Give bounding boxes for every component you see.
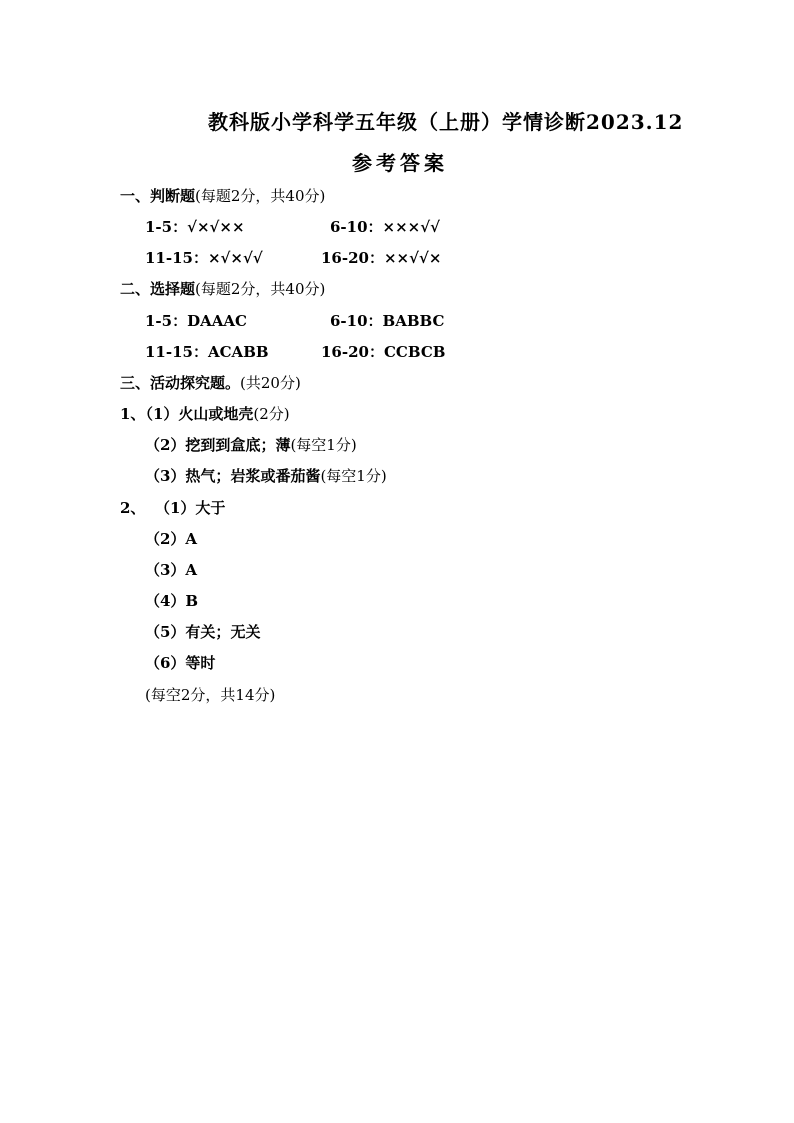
q1-item-1-note: (2分) [253, 405, 290, 423]
q2-item-3-line [145, 560, 197, 580]
q2-item-2-label: （2）A [145, 530, 198, 548]
q1-item-2-note: (每空1分) [290, 436, 357, 454]
section1-row2-left-label: 11-15： [145, 249, 208, 267]
section2-heading: 二、选择题 [120, 280, 196, 298]
section2-row1-right-label: 6-10： [330, 312, 383, 330]
q1-item-1-label: （1）火山或地壳 [145, 405, 254, 423]
section2-score: (每题2分，共40分) [195, 280, 326, 298]
q2-prefix: 2、 [120, 499, 146, 517]
section1-row2-right-label: 16-20： [321, 249, 384, 267]
section1-row2-left-answer: ×√×√√ [207, 249, 263, 267]
section2-row2-right-answer: CCBCB [383, 343, 446, 361]
section2-row1-left-answer: DAAAC [187, 312, 247, 330]
section2-row-1 [145, 311, 247, 331]
q2-item-2-line [145, 529, 197, 549]
q1-item-2-line [145, 435, 357, 455]
section2-row-2 [145, 342, 269, 362]
document-title: 教科版小学科学五年级（上册）学情诊断2023.12 [208, 110, 684, 134]
section2-heading-line [120, 279, 325, 299]
q2-note: (每空2分，共14分) [145, 686, 276, 704]
section1-row-1-right [330, 217, 440, 237]
q2-item-4-line [145, 591, 198, 611]
section2-row1-right-answer: BABBC [382, 312, 445, 330]
q1-item-2-label: （2）挖到到盒底；薄 [145, 436, 291, 454]
q2-item-5-line [145, 622, 260, 642]
section3-heading-line [120, 373, 301, 393]
section1-row1-right-label: 6-10： [330, 218, 383, 236]
q1-item-3-line [145, 466, 387, 486]
section1-row-2-right [321, 248, 441, 268]
section3-score: (共20分) [240, 374, 301, 392]
q2-note-line [145, 685, 275, 705]
section1-score: (每题2分，共40分) [195, 187, 326, 205]
q2-item-3-label: （3）A [145, 561, 198, 579]
q1-item-3-note: (每空1分) [320, 467, 387, 485]
section2-row2-left-label: 11-15： [145, 343, 208, 361]
section2-row1-left-label: 1-5： [145, 312, 188, 330]
q1-item-1-line [120, 404, 290, 424]
section1-row-2 [145, 248, 263, 268]
section2-row2-left-answer: ACABB [207, 343, 269, 361]
section2-row-1-right [330, 311, 444, 331]
q1-item-3-label: （3）热气；岩浆或番茄酱 [145, 467, 321, 485]
q1-prefix: 1、 [120, 405, 146, 423]
q2-item-6-line [145, 653, 215, 673]
section2-row2-right-label: 16-20： [321, 343, 384, 361]
q2-item-6-label: （6）等时 [145, 654, 216, 672]
q2-item-5-label: （5）有关；无关 [145, 623, 261, 641]
q2-item-4-label: （4）B [145, 592, 199, 610]
section3-heading: 三、活动探究题。 [120, 374, 241, 392]
section2-row-2-right [321, 342, 445, 362]
document-subtitle: 参考答案 [352, 151, 448, 175]
q2-item-1-label: （1）大于 [155, 499, 226, 517]
section1-row2-right-answer: ××√√× [383, 249, 442, 267]
section1-row1-right-answer: ×××√√ [382, 218, 440, 236]
section1-row1-left-answer: √×√×× [187, 218, 245, 236]
section1-row1-left-label: 1-5： [145, 218, 188, 236]
section1-heading: 一、判断题 [120, 187, 196, 205]
q2-item-1-line [155, 498, 225, 518]
section1-row-1 [145, 217, 245, 237]
section1-heading-line [120, 186, 325, 206]
q2-prefix-line [120, 498, 145, 518]
